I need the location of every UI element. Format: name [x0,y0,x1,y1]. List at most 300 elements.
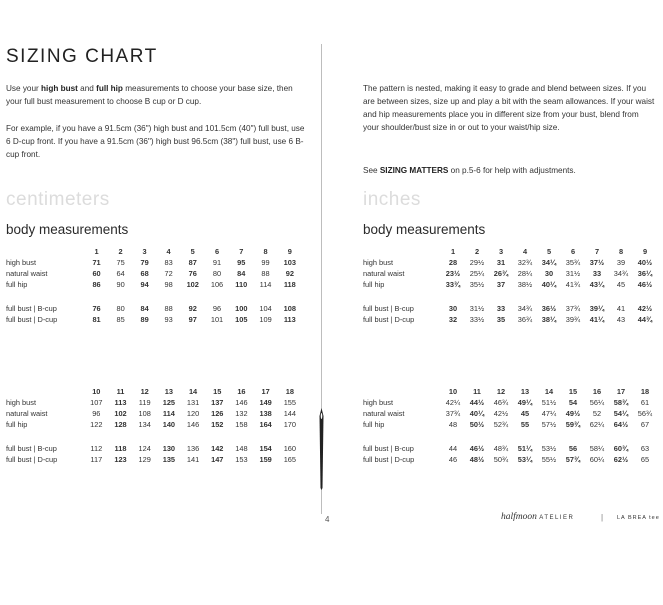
size-header-empty [6,386,84,397]
measurement-cell: 136 [186,444,200,453]
measurement-cell: 158 [235,420,248,429]
measurement-cell: 76 [92,304,101,313]
measurement-cell: 33 [496,304,506,313]
measurement-cell: 97 [188,315,197,324]
size-header-cell: 9 [287,247,292,256]
measurement-cell: 86 [92,280,101,289]
measurement-cell: 39 [616,258,626,267]
measurement-cell: 26¾ [493,269,509,278]
size-header-cell: 14 [544,387,554,396]
measurement-cell: 34¾ [613,269,629,278]
measurement-cell: 90 [116,280,125,289]
row-label: natural waist [363,409,405,418]
table-row [6,303,302,314]
measurement-cell: 33 [592,269,602,278]
measurement-cell: 30 [448,304,458,313]
row-label: high bust [6,258,36,267]
measurement-cell: 34¼ [541,258,557,267]
measurement-cell: 58¼ [589,444,605,453]
row-label: high bust [6,398,36,407]
in-subheading: body measurements [363,222,486,237]
measurement-cell: 44 [448,444,458,453]
measurement-cell: 160 [283,444,297,453]
measurement-cell: 107 [90,398,103,407]
measurement-cell: 42½ [493,409,509,418]
in-table-sizes-10-18 [363,386,657,465]
size-header-cell: 14 [188,387,198,396]
measurement-cell: 140 [162,420,176,429]
measurement-cell: 49¼ [517,398,533,407]
see-text: on p.5-6 for help with adjustments. [448,166,576,175]
measurement-cell: 117 [90,455,103,464]
measurement-cell: 108 [283,304,296,313]
size-header-cell: 15 [568,387,578,396]
measurement-cell: 132 [235,409,248,418]
row-label: high bust [363,398,393,407]
size-header-cell: 17 [616,387,626,396]
pattern-name: LA BREA tee [617,515,660,521]
size-header-cell: 18 [640,387,650,396]
measurement-cell: 38½ [517,280,533,289]
row-spacer [363,430,657,443]
measurement-cell: 40¼ [469,409,485,418]
measurement-cell: 44½ [469,398,485,407]
measurement-cell: 83 [164,258,173,267]
size-header-cell: 4 [522,247,528,256]
row-label: full bust | D-cup [363,315,415,324]
measurement-cell: 84 [237,269,246,278]
measurement-cell: 30 [544,269,554,278]
table-row [363,279,657,290]
measurement-cell: 119 [138,398,151,407]
measurement-cell: 65 [640,455,650,464]
row-spacer [6,290,302,303]
measurement-cell: 48¾ [493,444,509,453]
measurement-cell: 113 [114,398,127,407]
size-header-row [6,246,302,257]
measurement-cell: 120 [186,409,200,418]
page-number: 4 [325,515,330,524]
measurement-cell: 95 [237,258,246,267]
measurement-cell: 48½ [469,455,485,464]
size-header-cell: 12 [140,387,149,396]
measurement-cell: 42½ [637,304,653,313]
measurement-cell: 159 [259,455,272,464]
measurement-cell: 39¼ [589,304,605,313]
page-title: SIZING CHART [6,46,158,67]
measurement-cell: 88 [261,269,270,278]
measurement-cell: 131 [186,398,200,407]
size-header-cell: 16 [592,387,602,396]
measurement-cell: 64½ [613,420,629,429]
measurement-cell: 31 [496,258,506,267]
measurement-cell: 40¼ [541,280,557,289]
size-header-row [363,386,657,397]
row-label: full bust | B-cup [6,304,57,313]
table-row [6,397,302,408]
measurement-cell: 63 [640,444,650,453]
measurement-cell: 92 [285,269,294,278]
measurement-cell: 47¼ [541,409,557,418]
measurement-cell: 41 [616,304,626,313]
measurement-cell: 109 [259,315,272,324]
measurement-cell: 170 [283,420,297,429]
measurement-cell: 152 [211,420,224,429]
measurement-cell: 123 [114,455,127,464]
needle-icon [317,408,326,490]
row-label: full bust | B-cup [363,444,414,453]
row-label: full hip [363,280,385,289]
see-paragraph [363,164,656,177]
measurement-cell: 114 [259,280,272,289]
measurement-cell: 54 [568,398,578,407]
table-row [363,419,657,430]
size-header-cell: 15 [213,387,222,396]
measurement-cell: 51½ [541,398,557,407]
size-header-cell: 4 [166,247,171,256]
table-row [363,314,657,325]
measurement-cell: 144 [283,409,297,418]
measurement-cell: 164 [259,420,272,429]
measurement-cell: 57½ [541,420,557,429]
size-header-cell: 2 [118,247,123,256]
see-text: See [363,166,380,175]
measurement-cell: 106 [210,280,224,289]
table-row [363,443,657,454]
measurement-cell: 84 [140,304,149,313]
measurement-cell: 48 [448,420,458,429]
measurement-cell: 62¼ [589,420,605,429]
measurement-cell: 58¾ [613,398,629,407]
row-spacer [6,430,302,443]
measurement-cell: 146 [235,398,248,407]
intro-text: and [77,84,97,93]
measurement-cell: 55 [520,420,530,429]
measurement-cell: 56¾ [637,409,653,418]
measurement-cell: 49½ [565,409,581,418]
measurement-cell: 41¼ [589,315,605,324]
in-table-sizes-1-9 [363,246,657,325]
table-row [363,257,657,268]
size-header-cell: 7 [239,247,244,256]
spacer-cell [6,430,302,443]
intro-text: Use your [6,84,42,93]
size-header-empty [6,246,85,257]
measurement-cell: 55½ [541,455,557,464]
measurement-cell: 33¾ [445,280,461,289]
size-header-cell: 7 [594,247,600,256]
measurement-cell: 42¼ [445,398,461,407]
intro-bold-high-bust: high bust [41,84,78,93]
centimeters-heading: centimeters [6,189,110,210]
measurement-cell: 93 [164,315,173,324]
measurement-cell: 165 [283,455,297,464]
size-header-cell: 13 [164,387,173,396]
measurement-cell: 51¼ [517,444,533,453]
measurement-cell: 137 [211,398,224,407]
measurement-cell: 80 [212,269,222,278]
size-header-cell: 11 [116,387,125,396]
measurement-cell: 31½ [469,304,485,313]
measurement-cell: 101 [210,315,224,324]
size-header-cell: 17 [261,387,270,396]
measurement-cell: 39¾ [565,315,581,324]
measurement-cell: 53½ [541,444,557,453]
size-header-cell: 3 [498,247,504,256]
measurement-cell: 138 [259,409,272,418]
table-row [6,314,302,325]
measurement-cell: 122 [90,420,103,429]
measurement-cell: 105 [235,315,248,324]
measurement-cell: 114 [162,409,175,418]
size-header-row [6,386,302,397]
size-header-cell: 2 [474,247,480,256]
size-header-cell: 10 [92,387,101,396]
measurement-cell: 103 [283,258,296,267]
measurement-cell: 60¼ [589,455,605,464]
measurement-cell: 135 [162,455,176,464]
measurement-cell: 113 [283,315,296,324]
spacer-cell [363,430,657,443]
measurement-cell: 142 [211,444,224,453]
measurement-cell: 46½ [637,280,653,289]
row-label: full hip [363,420,385,429]
measurement-cell: 104 [259,304,272,313]
measurement-cell: 126 [211,409,224,418]
measurement-cell: 94 [140,280,149,289]
size-header-empty [363,246,441,257]
measurement-cell: 46 [448,455,458,464]
size-header-cell: 11 [473,387,481,396]
size-header-cell: 1 [450,247,456,256]
table-row [363,397,657,408]
measurement-cell: 36¾ [517,315,533,324]
measurement-cell: 52¾ [493,420,509,429]
measurement-cell: 102 [114,409,127,418]
row-label: full bust | D-cup [363,455,415,464]
measurement-cell: 134 [138,420,151,429]
measurement-cell: 44¾ [637,315,653,324]
size-header-cell: 6 [214,247,220,256]
inches-heading: inches [363,189,421,210]
cm-table-sizes-1-9 [6,246,302,325]
size-header-cell: 16 [237,387,246,396]
measurement-cell: 38¼ [541,315,557,324]
table-row [363,268,657,279]
measurement-cell: 32 [448,315,458,324]
table-row [363,303,657,314]
row-label: natural waist [6,269,48,278]
measurement-cell: 108 [138,409,151,418]
size-header-cell: 5 [190,247,195,256]
row-label: full bust | D-cup [6,315,58,324]
measurement-cell: 129 [138,455,151,464]
measurement-cell: 37½ [589,258,605,267]
measurement-cell: 147 [211,455,224,464]
measurement-cell: 64 [116,269,125,278]
size-header-cell: 5 [546,247,552,256]
measurement-cell: 37¾ [445,409,461,418]
measurement-cell: 155 [283,398,297,407]
row-label: full bust | B-cup [6,444,57,453]
measurement-cell: 60¾ [613,444,629,453]
size-header-cell: 10 [448,387,458,396]
measurement-cell: 128 [114,420,127,429]
measurement-cell: 37 [496,280,506,289]
measurement-cell: 56¼ [589,398,605,407]
measurement-cell: 33½ [469,315,485,324]
measurement-cell: 52 [592,409,602,418]
brand-separator: | [601,513,604,522]
measurement-cell: 50¾ [493,455,509,464]
measurement-cell: 40½ [637,258,653,267]
measurement-cell: 50½ [469,420,485,429]
measurement-cell: 102 [186,280,199,289]
measurement-cell: 153 [235,455,248,464]
measurement-cell: 92 [188,304,197,313]
intro-text: measurements to choose your base size, then your full bust measurement to choose B cup or D cup. [6,84,293,106]
measurement-cell: 118 [114,444,127,453]
measurement-cell: 146 [186,420,200,429]
measurement-cell: 60 [92,269,101,278]
example-paragraph: For example, if you have a 91.5cm (36") high bust and 101.5cm (40") full bust, use 6 D-cup front. If you have a 91.5cm (36") high bust 96.5cm (38") full bust, use 6 B-cup front. [6,124,305,159]
measurement-cell: 46½ [469,444,485,453]
measurement-cell: 130 [162,444,176,453]
measurement-cell: 61 [640,398,650,407]
size-header-cell: 8 [263,247,268,256]
measurement-cell: 88 [164,304,173,313]
measurement-cell: 59¾ [565,420,581,429]
intro-paragraph [6,82,308,108]
table-row [6,279,302,290]
measurement-cell: 56 [568,444,578,453]
measurement-cell: 75 [116,258,125,267]
measurement-cell: 112 [90,444,103,453]
measurement-cell: 28¼ [517,269,533,278]
measurement-cell: 35 [496,315,506,324]
measurement-cell: 149 [259,398,272,407]
measurement-cell: 68 [140,269,149,278]
measurement-cell: 141 [186,455,200,464]
size-header-cell: 1 [94,247,99,256]
size-header-row [363,246,657,257]
measurement-cell: 87 [188,258,197,267]
measurement-cell: 23½ [445,269,461,278]
row-label: high bust [363,258,393,267]
measurement-cell: 25¼ [469,269,485,278]
measurement-cell: 54¼ [613,409,629,418]
brand-atelier: ATELIER [539,515,575,521]
measurement-cell: 28 [448,258,458,267]
measurement-cell: 125 [162,398,176,407]
measurement-cell: 45 [616,280,626,289]
cm-table-sizes-10-18 [6,386,302,465]
row-label: natural waist [363,269,405,278]
measurement-cell: 29½ [469,258,485,267]
table-row [6,257,302,268]
measurement-cell: 62½ [613,455,629,464]
brand-name: halfmoon [501,512,537,522]
row-label: full bust | B-cup [363,304,414,313]
size-header-cell: 13 [520,387,530,396]
row-label: full bust | D-cup [6,455,58,464]
measurement-cell: 46¾ [493,398,509,407]
row-spacer [363,290,657,303]
nested-paragraph: The pattern is nested, making it easy to grade and blend between sizes. If you are between sizes, size up and play a bit with the seam allowances. If your waist and hip measurements place you in different size from your bust, blend from your shoulder/bust size in or out to your waist/hip size. [363,84,655,132]
measurement-cell: 32¾ [517,258,533,267]
size-header-cell: 8 [618,247,624,256]
measurement-cell: 98 [164,280,173,289]
measurement-cell: 71 [92,258,101,267]
size-header-empty [363,386,441,397]
measurement-cell: 118 [283,280,296,289]
measurement-cell: 81 [92,315,101,324]
row-label: full hip [6,420,28,429]
table-row [363,454,657,465]
table-row [363,408,657,419]
cm-subheading: body measurements [6,222,129,237]
table-row [6,454,302,465]
measurement-cell: 57¾ [565,455,581,464]
spacer-cell [363,290,657,303]
measurement-cell: 41¾ [565,280,581,289]
measurement-cell: 79 [140,258,149,267]
sizing-matters-ref: SIZING MATTERS [379,166,449,175]
measurement-cell: 67 [640,420,650,429]
measurement-cell: 89 [140,315,149,324]
measurement-cell: 85 [116,315,125,324]
measurement-cell: 43¼ [589,280,605,289]
measurement-cell: 43 [616,315,626,324]
measurement-cell: 76 [188,269,197,278]
measurement-cell: 100 [235,304,248,313]
measurement-cell: 80 [116,304,125,313]
table-row [6,419,302,430]
size-header-cell: 12 [496,387,506,396]
row-label: full hip [6,280,28,289]
table-row [6,268,302,279]
measurement-cell: 72 [164,269,173,278]
size-header-cell: 6 [570,247,576,256]
measurement-cell: 91 [212,258,222,267]
measurement-cell: 35¾ [565,258,581,267]
measurement-cell: 99 [261,258,270,267]
measurement-cell: 45 [520,409,530,418]
measurement-cell: 35½ [469,280,485,289]
measurement-cell: 96 [212,304,222,313]
measurement-cell: 124 [138,444,151,453]
brand-logo [501,512,574,522]
measurement-cell: 154 [259,444,272,453]
measurement-cell: 96 [92,409,101,418]
size-header-cell: 9 [642,247,648,256]
spacer-cell [6,290,302,303]
measurement-cell: 110 [235,280,248,289]
measurement-cell: 31½ [565,269,581,278]
size-header-cell: 3 [142,247,147,256]
measurement-cell: 37¾ [565,304,581,313]
size-header-cell: 18 [285,387,294,396]
measurement-cell: 36½ [541,304,557,313]
measurement-cell: 34¾ [517,304,533,313]
row-label: natural waist [6,409,48,418]
table-row [6,443,302,454]
measurement-cell: 148 [235,444,248,453]
measurement-cell: 53¼ [517,455,533,464]
measurement-cell: 36¼ [637,269,653,278]
table-row [6,408,302,419]
intro-bold-full-hip: full hip [96,84,123,93]
